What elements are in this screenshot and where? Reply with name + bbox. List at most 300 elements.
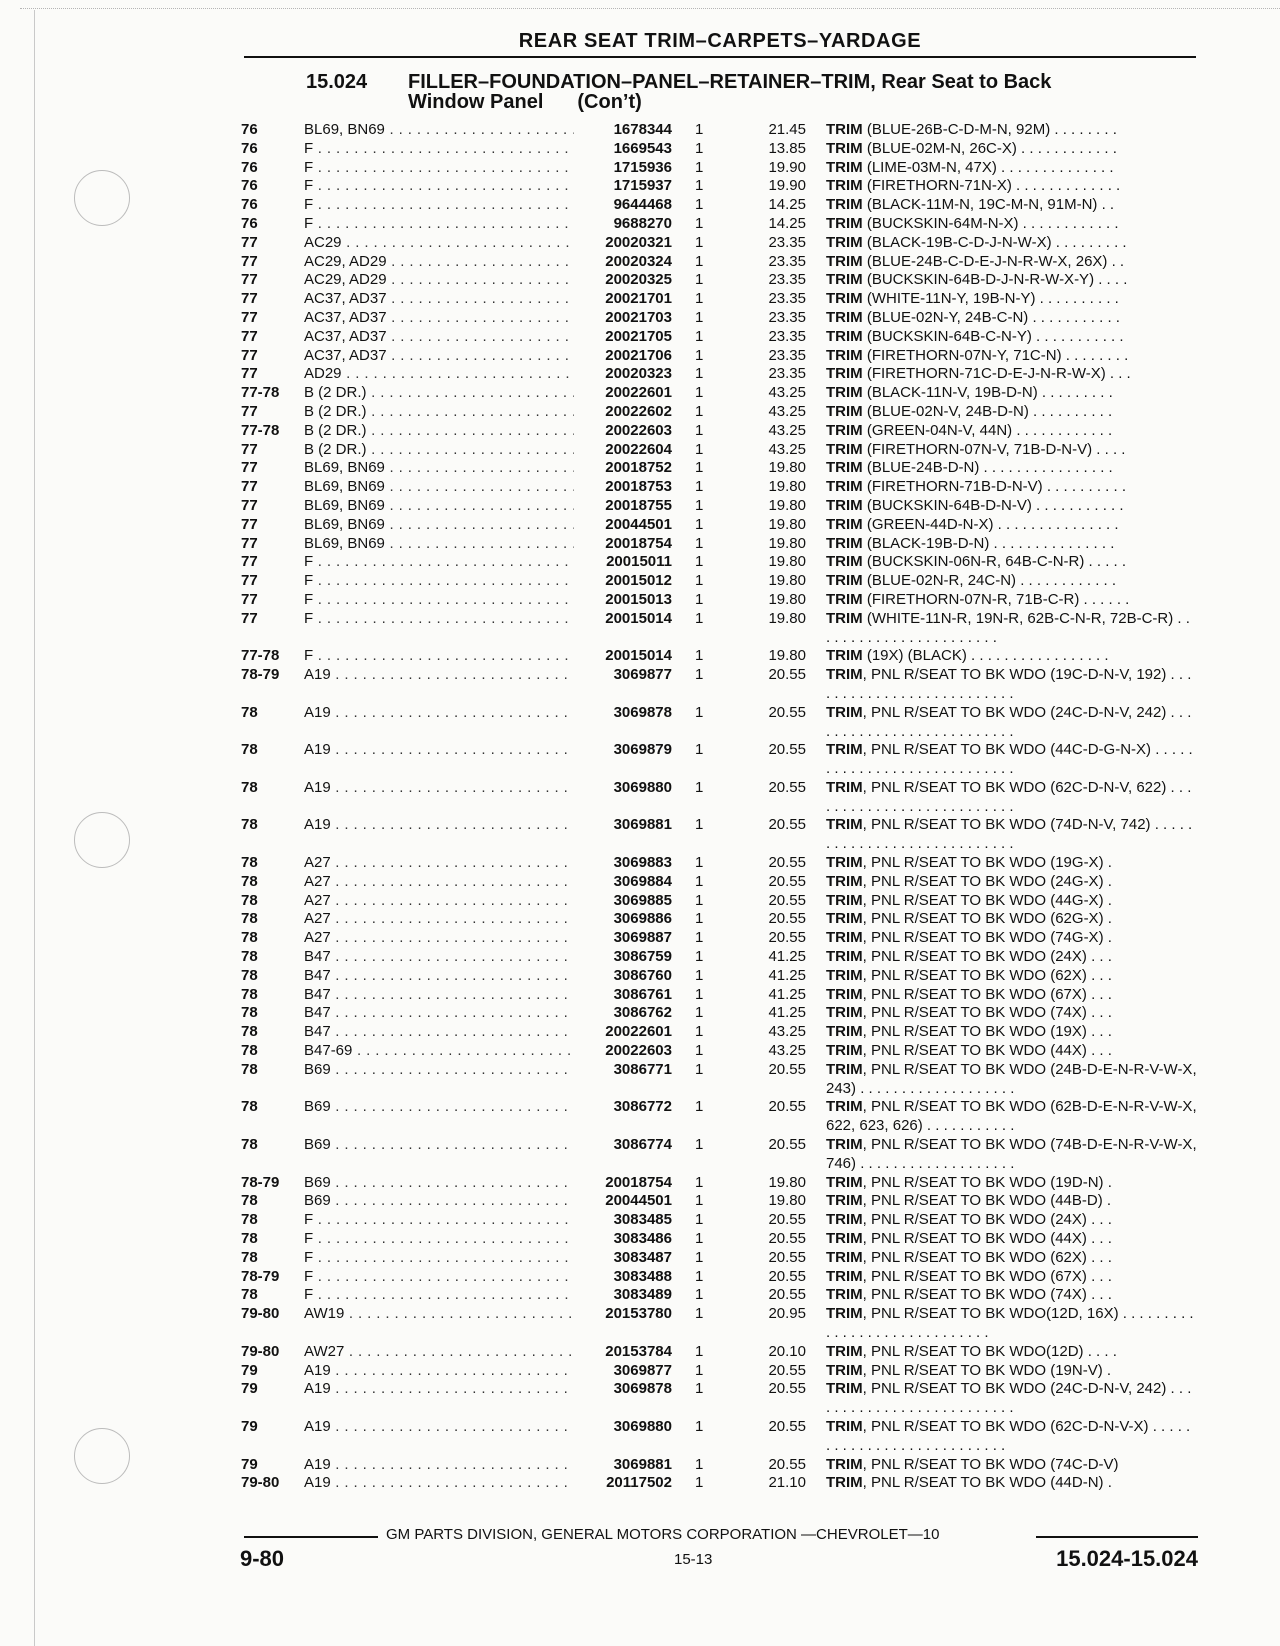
model-cell: F . . . [304,177,574,196]
part-number-cell: 20022603 [574,1042,672,1061]
year-cell: 79 [241,1380,258,1398]
part-number-cell: 20021705 [574,328,672,347]
quantity-cell: 1 [695,1286,704,1304]
description-text: , PNL R/SEAT TO BK WDO (74C-D-V) [862,1455,1119,1473]
price-cell: 20.95 [768,1305,806,1323]
description-keyword: TRIM [826,1230,863,1248]
table-row [0,1042,1280,1061]
table-row [0,347,1280,366]
price-cell: 43.25 [768,1023,806,1041]
description-text: (19X) (BLACK) . . . . . . . . . . . . . . . . . [862,647,1109,665]
model-cell: AC37, AD37 . . . [304,347,574,366]
description-keyword: TRIM [826,459,863,477]
part-number-cell: 3086762 [574,1004,672,1023]
price-cell: 20.55 [768,666,806,684]
year-cell: 78 [241,816,258,834]
quantity-cell: 1 [695,929,704,947]
table-row [0,986,1280,1005]
part-number-cell: 20020323 [574,365,672,384]
part-number-cell: 20022602 [574,403,672,422]
model-cell: B47-69 . . . [304,1042,574,1061]
part-number-cell: 3069887 [574,929,672,948]
quantity-cell: 1 [695,647,704,665]
description-text: (GREEN-04N-V, 44N) . . . . . . . . . . . . [862,421,1113,439]
model-cell: A27 . . . [304,929,574,948]
description-cell [826,365,1198,384]
model-cell: B47 . . . [304,967,574,986]
description-text: (WHITE-11N-R, 19N-R, 62B-C-N-R, 72B-C-R) . . . . . . . . . . . . . . . . . . . . . . . [826,609,1190,646]
year-cell: 76 [241,139,258,157]
part-number-cell: 3069881 [574,816,672,835]
quantity-cell: 1 [695,1230,704,1248]
part-number-cell: 20022601 [574,384,672,403]
description-keyword: TRIM [826,948,863,966]
quantity-cell: 1 [695,402,704,420]
table-row [0,873,1280,892]
price-cell: 23.35 [768,271,806,289]
description-keyword: TRIM [826,1042,863,1060]
price-cell: 23.35 [768,233,806,251]
header-divider [244,56,1196,58]
section-subtitle [408,92,642,112]
description-text: (BLUE-02N-R, 24C-N) . . . . . . . . . . . . [862,572,1117,590]
description-text: , PNL R/SEAT TO BK WDO (62C-D-N-V-X) . . . . . . . . . . . . . . . . . . . . . . . . . . . [826,1417,1191,1454]
description-text: , PNL R/SEAT TO BK WDO (44D-N) . [862,1474,1112,1492]
description-text: , PNL R/SEAT TO BK WDO (24B-D-E-N-R-V-W-X, 243) . . . . . . . . . . . . . . . . . . . [826,1060,1197,1097]
quantity-cell: 1 [695,590,704,608]
quantity-cell: 1 [695,985,704,1003]
table-row [0,1004,1280,1023]
part-number-cell: 3086771 [574,1061,672,1080]
price-cell: 20.55 [768,1136,806,1154]
quantity-cell: 1 [695,139,704,157]
description-keyword: TRIM [826,327,863,345]
description-text: , PNL R/SEAT TO BK WDO (62X) . . . [862,1248,1112,1266]
description-keyword: TRIM [826,1192,863,1210]
table-row [0,1098,1280,1136]
price-cell: 43.25 [768,402,806,420]
table-row [0,854,1280,873]
footer-publisher: GM PARTS DIVISION, GENERAL MOTORS CORPORATION —CHEVROLET—10 [386,1526,940,1543]
description-text: (BLUE-24B-C-D-E-J-N-R-W-X, 26X) . . [862,252,1125,270]
table-row [0,290,1280,309]
price-cell: 20.55 [768,1211,806,1229]
description-cell [826,1305,1198,1343]
description-keyword: TRIM [826,966,863,984]
description-keyword: TRIM [826,233,863,251]
year-cell: 77 [241,572,258,590]
table-row [0,422,1280,441]
table-row [0,704,1280,742]
description-text: , PNL R/SEAT TO BK WDO (74B-D-E-N-R-V-W-X, 746) . . . . . . . . . . . . . . . . . . . [826,1136,1197,1172]
quantity-cell: 1 [695,1361,704,1379]
model-cell: F . . . [304,610,574,629]
model-cell: BL69, BN69 . . . [304,497,574,516]
description-cell [826,196,1198,215]
description-keyword: TRIM [826,515,863,533]
description-keyword: TRIM [826,1136,863,1154]
part-number-cell: 20015012 [574,572,672,591]
description-text: (BLUE-02N-V, 24B-D-N) . . . . . . . . . . [862,402,1113,420]
description-cell [826,967,1198,986]
quantity-cell: 1 [695,1023,704,1041]
description-cell [826,1230,1198,1249]
quantity-cell: 1 [695,177,704,195]
description-keyword: TRIM [826,271,863,289]
description-cell [826,666,1198,704]
quantity-cell: 1 [695,421,704,439]
model-cell: A19 . . . [304,1362,574,1381]
table-row [0,647,1280,666]
description-keyword: TRIM [826,196,863,214]
description-cell [826,328,1198,347]
year-cell: 78-79 [241,1173,280,1191]
part-number-cell: 3086759 [574,948,672,967]
quantity-cell: 1 [695,872,704,890]
description-text: (BUCKSKIN-64B-D-J-N-R-W-X-Y) . . . . [862,271,1128,289]
quantity-cell: 1 [695,891,704,909]
model-cell: A27 . . . [304,873,574,892]
year-cell: 77 [241,327,258,345]
description-text: , PNL R/SEAT TO BK WDO (74X) . . . [862,1004,1112,1022]
table-row [0,591,1280,610]
page-top-border [20,8,1280,9]
part-number-cell: 3069884 [574,873,672,892]
quantity-cell: 1 [695,948,704,966]
quantity-cell: 1 [695,1474,704,1492]
description-text: , PNL R/SEAT TO BK WDO(12D, 16X) . . . . . . . . . . . . . . . . . . . . . . . . . . . . . [826,1305,1194,1341]
description-cell [826,591,1198,610]
year-cell: 77 [241,609,258,627]
table-row [0,1249,1280,1268]
quantity-cell: 1 [695,534,704,552]
price-cell: 20.55 [768,891,806,909]
price-cell: 20.55 [768,910,806,928]
part-number-cell: 3069880 [574,1418,672,1437]
year-cell: 78 [241,1060,258,1078]
description-text: (FIRETHORN-07N-V, 71B-D-N-V) . . . . [862,440,1126,458]
model-cell: B47 . . . [304,1023,574,1042]
price-cell: 20.55 [768,1380,806,1398]
description-keyword: TRIM [826,1060,863,1078]
model-cell: A27 . . . [304,892,574,911]
part-number-cell: 20117502 [574,1474,672,1493]
part-number-cell: 1678344 [574,121,672,140]
part-number-cell: 9644468 [574,196,672,215]
quantity-cell: 1 [695,252,704,270]
price-cell: 23.35 [768,346,806,364]
part-number-cell: 20022601 [574,1023,672,1042]
description-text: (BLUE-26B-C-D-M-N, 92M) . . . . . . . . [862,121,1117,138]
section-subtitle-a: Window Panel [408,91,544,113]
quantity-cell: 1 [695,966,704,984]
table-row [0,1305,1280,1343]
table-row [0,1286,1280,1305]
description-cell [826,1286,1198,1305]
description-keyword: TRIM [826,384,863,402]
table-row [0,1456,1280,1475]
description-text: (GREEN-44D-N-X) . . . . . . . . . . . . . . . [862,515,1119,533]
year-cell: 77 [241,590,258,608]
table-row [0,1230,1280,1249]
price-cell: 19.80 [768,515,806,533]
year-cell: 77 [241,271,258,289]
table-row [0,309,1280,328]
price-cell: 20.55 [768,1267,806,1285]
part-number-cell: 3083486 [574,1230,672,1249]
price-cell: 43.25 [768,440,806,458]
model-cell: AC37, AD37 . . . [304,290,574,309]
description-text: (BLUE-02M-N, 26C-X) . . . . . . . . . . . . [862,139,1117,157]
description-text: , PNL R/SEAT TO BK WDO (74X) . . . [862,1286,1112,1304]
model-cell: AW27 . . . [304,1343,574,1362]
description-keyword: TRIM [826,158,863,176]
table-row [0,1061,1280,1099]
description-text: , PNL R/SEAT TO BK WDO (62C-D-N-V, 622) . . . . . . . . . . . . . . . . . . . . . . . . . . [826,778,1192,815]
description-keyword: TRIM [826,346,863,364]
model-cell: B69 . . . [304,1061,574,1080]
table-row [0,196,1280,215]
model-cell: F . . . [304,1230,574,1249]
table-row [0,140,1280,159]
price-cell: 20.55 [768,1230,806,1248]
description-cell [826,271,1198,290]
description-cell [826,1023,1198,1042]
quantity-cell: 1 [695,1248,704,1266]
description-keyword: TRIM [826,609,863,627]
quantity-cell: 1 [695,327,704,345]
model-cell: F . . . [304,553,574,572]
model-cell: AC29, AD29 . . . [304,271,574,290]
quantity-cell: 1 [695,158,704,176]
part-number-cell: 20021703 [574,309,672,328]
table-row [0,365,1280,384]
table-row [0,159,1280,178]
year-cell: 79 [241,1455,258,1473]
year-cell: 78 [241,1248,258,1266]
description-keyword: TRIM [826,214,863,232]
year-cell: 77 [241,553,258,571]
part-number-cell: 3069878 [574,704,672,723]
part-number-cell: 3083487 [574,1249,672,1268]
description-keyword: TRIM [826,910,863,928]
table-row [0,666,1280,704]
description-keyword: TRIM [826,121,863,138]
table-row [0,1474,1280,1493]
year-cell: 78 [241,891,258,909]
description-cell [826,1362,1198,1381]
model-cell: A27 . . . [304,910,574,929]
year-cell: 79 [241,1361,258,1379]
description-cell [826,535,1198,554]
year-cell: 77 [241,365,258,383]
table-row [0,121,1280,140]
description-cell [826,1004,1198,1023]
table-row [0,610,1280,648]
price-cell: 20.55 [768,816,806,834]
quantity-cell: 1 [695,1455,704,1473]
quantity-cell: 1 [695,1192,704,1210]
table-row [0,497,1280,516]
description-text: , PNL R/SEAT TO BK WDO (44B-D) . [862,1192,1112,1210]
year-cell: 78-79 [241,1267,280,1285]
model-cell: A19 . . . [304,1456,574,1475]
part-number-cell: 20018752 [574,459,672,478]
year-cell: 77 [241,459,258,477]
description-text: (FIRETHORN-07N-Y, 71C-N) . . . . . . . . [862,346,1129,364]
description-cell [826,1174,1198,1193]
part-number-cell: 20018754 [574,1174,672,1193]
description-text: , PNL R/SEAT TO BK WDO (24X) . . . [862,1211,1112,1229]
description-cell [826,1192,1198,1211]
price-cell: 14.25 [768,214,806,232]
price-cell: 13.85 [768,139,806,157]
model-cell: BL69, BN69 . . . [304,459,574,478]
part-number-cell: 20022603 [574,422,672,441]
quantity-cell: 1 [695,703,704,721]
description-text: , PNL R/SEAT TO BK WDO (62G-X) . [862,910,1112,928]
model-cell: F . . . [304,572,574,591]
part-number-cell: 20018755 [574,497,672,516]
model-cell: F . . . [304,1286,574,1305]
price-cell: 23.35 [768,327,806,345]
description-text: (FIRETHORN-71B-D-N-V) . . . . . . . . . . [862,478,1127,496]
quantity-cell: 1 [695,1417,704,1435]
part-number-cell: 3069883 [574,854,672,873]
section-number: 15.024 [306,71,368,93]
description-cell [826,892,1198,911]
description-text: , PNL R/SEAT TO BK WDO (44X) . . . [862,1042,1112,1060]
description-text: (FIRETHORN-07N-R, 71B-C-R) . . . . . . [862,590,1130,608]
description-text: , PNL R/SEAT TO BK WDO (67X) . . . [862,1267,1112,1285]
description-keyword: TRIM [826,1286,863,1304]
part-number-cell: 3083489 [574,1286,672,1305]
part-number-cell: 1669543 [574,140,672,159]
price-cell: 20.55 [768,1455,806,1473]
model-cell: B47 . . . [304,1004,574,1023]
quantity-cell: 1 [695,778,704,796]
table-row [0,1268,1280,1287]
description-keyword: TRIM [826,891,863,909]
description-text: , PNL R/SEAT TO BK WDO (62B-D-E-N-R-V-W-X, 622, 623, 626) . . . . . . . . . . . [826,1098,1197,1135]
description-cell [826,741,1198,779]
model-cell: AC29 . . . [304,234,574,253]
quantity-cell: 1 [695,1380,704,1398]
description-text: (BLACK-19B-C-D-J-N-W-X) . . . . . . . . . [862,233,1127,251]
description-keyword: TRIM [826,1098,863,1116]
table-row [0,948,1280,967]
table-row [0,553,1280,572]
description-cell [826,779,1198,817]
table-row [0,1380,1280,1418]
description-keyword: TRIM [826,1474,863,1492]
model-cell: A19 . . . [304,741,574,760]
year-cell: 78 [241,741,258,759]
description-text: , PNL R/SEAT TO BK WDO(12D) . . . . [862,1342,1117,1360]
quantity-cell: 1 [695,459,704,477]
year-cell: 79-80 [241,1342,280,1360]
description-cell [826,347,1198,366]
year-cell: 77 [241,308,258,326]
price-cell: 19.80 [768,534,806,552]
part-number-cell: 20044501 [574,1192,672,1211]
model-cell: A19 . . . [304,1380,574,1399]
part-number-cell: 9688270 [574,215,672,234]
part-number-cell: 3083485 [574,1211,672,1230]
description-text: (FIRETHORN-71N-X) . . . . . . . . . . . . . [862,177,1121,195]
year-cell: 76 [241,121,258,138]
model-cell: F . . . [304,159,574,178]
description-keyword: TRIM [826,816,863,834]
part-number-cell: 3086761 [574,986,672,1005]
model-cell: AD29 . . . [304,365,574,384]
description-text: (FIRETHORN-71C-D-E-J-N-R-W-X) . . . [862,365,1131,383]
part-number-cell: 3083488 [574,1268,672,1287]
price-cell: 19.80 [768,478,806,496]
description-cell [826,610,1198,648]
quantity-cell: 1 [695,233,704,251]
year-cell: 77-78 [241,421,280,439]
year-cell: 76 [241,214,258,232]
description-keyword: TRIM [826,534,863,552]
price-cell: 19.80 [768,496,806,514]
year-cell: 77 [241,233,258,251]
part-number-cell: 3086772 [574,1098,672,1117]
description-cell [826,140,1198,159]
description-keyword: TRIM [826,478,863,496]
year-cell: 78 [241,1211,258,1229]
model-cell: B69 . . . [304,1174,574,1193]
description-cell [826,234,1198,253]
year-cell: 79 [241,1417,258,1435]
description-keyword: TRIM [826,778,863,796]
table-row [0,572,1280,591]
table-row [0,384,1280,403]
year-cell: 78 [241,1004,258,1022]
description-keyword: TRIM [826,1380,863,1398]
quantity-cell: 1 [695,666,704,684]
table-row [0,271,1280,290]
description-cell [826,1380,1198,1418]
part-number-cell: 3069881 [574,1456,672,1475]
description-text: , PNL R/SEAT TO BK WDO (74D-N-V, 742) . . . . . . . . . . . . . . . . . . . . . . . . . . . . [826,816,1193,853]
description-text: , PNL R/SEAT TO BK WDO (19C-D-N-V, 192) . . . . . . . . . . . . . . . . . . . . . . . . . . [826,666,1192,702]
description-cell [826,1474,1198,1493]
quantity-cell: 1 [695,440,704,458]
table-row [0,816,1280,854]
price-cell: 43.25 [768,1042,806,1060]
year-cell: 77-78 [241,647,280,665]
description-keyword: TRIM [826,854,863,872]
quantity-cell: 1 [695,365,704,383]
part-number-cell: 20153784 [574,1343,672,1362]
model-cell: A19 . . . [304,1418,574,1437]
description-cell [826,910,1198,929]
price-cell: 20.55 [768,929,806,947]
description-cell [826,497,1198,516]
table-row [0,1343,1280,1362]
part-number-cell: 3086774 [574,1136,672,1155]
price-cell: 20.55 [768,854,806,872]
description-cell [826,553,1198,572]
price-cell: 19.80 [768,590,806,608]
description-text: (BLACK-11M-N, 19C-M-N, 91M-N) . . [862,196,1115,214]
quantity-cell: 1 [695,854,704,872]
part-number-cell: 20018754 [574,535,672,554]
table-row [0,535,1280,554]
description-cell [826,1456,1198,1475]
price-cell: 20.10 [768,1342,806,1360]
